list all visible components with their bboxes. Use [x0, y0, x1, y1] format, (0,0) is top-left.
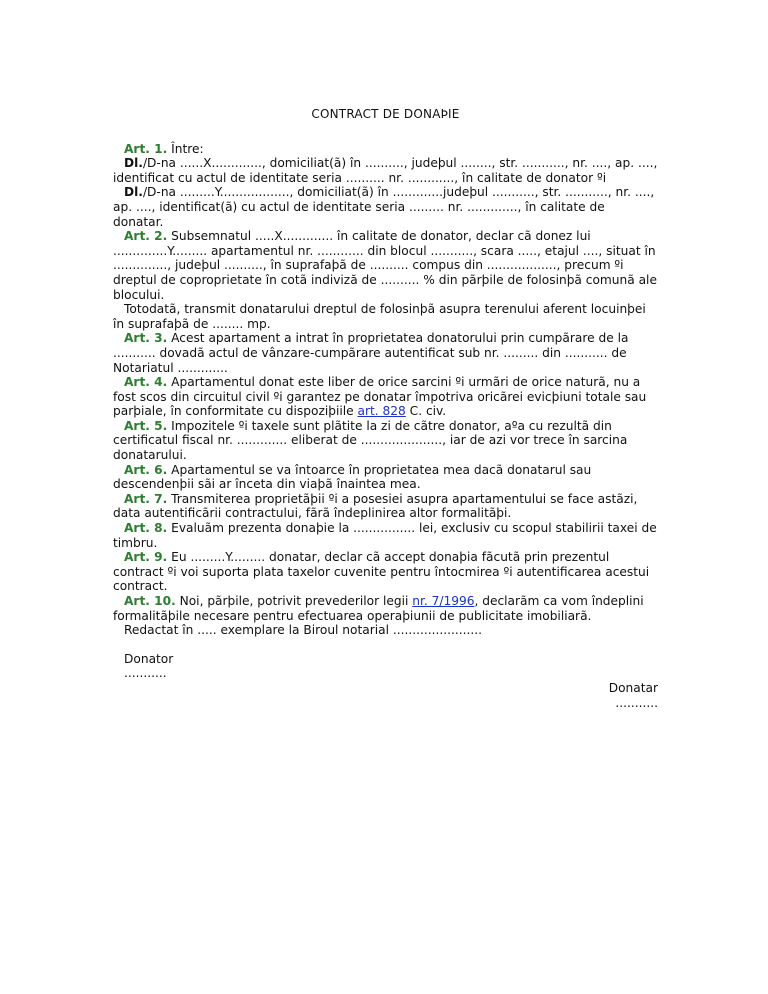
donee-signature — [113, 681, 658, 710]
article-text: Între: — [167, 141, 204, 156]
article-text: Eu .........Y......... donatar, declar cã accept donaþia fãcutã prin prezentul contract ºi voi suporta plata taxelor cuvenite pentru întocmirea ºi autentificarea acestui contract. — [113, 550, 650, 594]
article-label: Art. 3. — [124, 331, 168, 346]
article-2 — [113, 229, 658, 302]
article-text: Acest apartament a intrat în proprietatea donatorului prin cumpãrare de la ........... dovadã actul de vânzare-cumpãrare autentificat sub nr. ......... din ........... de Notariatul ............. — [113, 331, 629, 375]
article-4 — [113, 375, 658, 419]
article-text-suffix: C. civ. — [405, 404, 447, 419]
article-text: Evaluãm prezenta donaþie la ................ lei, exclusiv cu scopul stabilirii taxei de timbru. — [113, 521, 657, 550]
party-donor — [113, 156, 658, 185]
article-5 — [113, 419, 658, 463]
article-text: Subsemnatul .....X............. în calitate de donator, declar cã donez lui ..............Y......... apartamentul nr. ............ din blocul ..........., scara ....., etajul ...., situat în .............., judeþul .........., în suprafaþã de .......... compus din .................., precum ºi dreptul de coproprietate în cotã indiviză de .......... % din pãrþile de folosinþã comunã ale blocului. — [113, 229, 657, 302]
article-label: Art. 4. — [124, 375, 168, 390]
title-prefix: Dl. — [124, 156, 143, 171]
contract-document — [113, 107, 658, 710]
article-text-suffix: , declarãm ca vom îndeplini formalitãþile necesare pentru efectuarea operaþiunii de publicitate imobiliarã. — [113, 594, 644, 623]
article-10 — [113, 594, 658, 623]
article-1 — [113, 142, 658, 157]
donor-signature-line: ........... — [124, 666, 167, 681]
party-text: /D-na ......X............., domiciliat(ã) în .........., judeþul ........, str. ..........., nr. ...., ap. ...., identificat cu actul de identitate seria .......... nr. ............, în calitate de donator ºi — [113, 156, 658, 185]
article-text: Noi, pãrþile, potrivit prevederilor legii — [175, 594, 413, 608]
article-label: Art. 6. — [124, 462, 168, 477]
donee-label: Donatar — [608, 680, 658, 695]
closing-line: Redactat în ..... exemplare la Biroul notarial ....................... — [124, 623, 482, 638]
article-3 — [113, 331, 658, 375]
article-6 — [113, 463, 658, 492]
article-label: Art. 8. — [124, 521, 168, 536]
donee-signature-line: ........... — [615, 695, 658, 710]
party-text: /D-na .........Y.................., domiciliat(ã) în .............judeþul ..........., str. ..........., nr. ...., ap. ...., identificat(ã) cu actul de identitate seria ......... nr. ............., în calitate de donatar. — [113, 185, 655, 229]
civil-code-link[interactable]: art. 828 — [357, 404, 406, 419]
title-prefix: Dl. — [124, 185, 143, 200]
article-7 — [113, 492, 658, 521]
article-label: Art. 1. — [124, 141, 168, 156]
donor-signature — [124, 652, 658, 681]
party-donee — [113, 185, 658, 229]
article-label: Art. 9. — [124, 550, 168, 565]
article-text: Apartamentul donat este liber de orice sarcini ºi urmãri de orice naturã, nu a fost scos din circuitul civil ºi garantez pe donatar împotriva oricãrei evicþiuni totale sau parþiale, în conformitate cu dispoziþiile — [113, 375, 647, 419]
article-2-continuation: Totodatã, transmit donatarului dreptul de folosinþã asupra terenului aferent locuinþei în suprafaþã de ........ mp. — [113, 302, 646, 331]
article-label: Art. 7. — [124, 491, 168, 506]
article-text: Impozitele ºi taxele sunt plãtite la zi de cãtre donator, aºa cu rezultã din certificatul fiscal nr. ............. eliberat de ....................., iar de azi vor trece în sarcina donatarului. — [113, 418, 628, 463]
donor-label: Donator — [124, 651, 174, 666]
article-text: Transmiterea proprietãþii ºi a posesiei asupra apartamentului se face astãzi, data autentificãrii contractului, fãrã îndeplinirea altor formalitãþi. — [113, 491, 638, 521]
article-label: Art. 5. — [124, 418, 168, 433]
document-title: CONTRACT DE DONAÞIE — [311, 107, 460, 121]
law-link[interactable]: nr. 7/1996 — [412, 594, 475, 608]
article-9 — [113, 550, 658, 594]
article-8 — [113, 521, 658, 550]
article-text: Apartamentul se va întoarce în proprietatea mea dacã donatarul sau descendenþii sãi ar înceta din viaþã înaintea mea. — [113, 462, 592, 492]
article-label: Art. 10. — [124, 594, 176, 608]
article-label: Art. 2. — [124, 229, 168, 244]
